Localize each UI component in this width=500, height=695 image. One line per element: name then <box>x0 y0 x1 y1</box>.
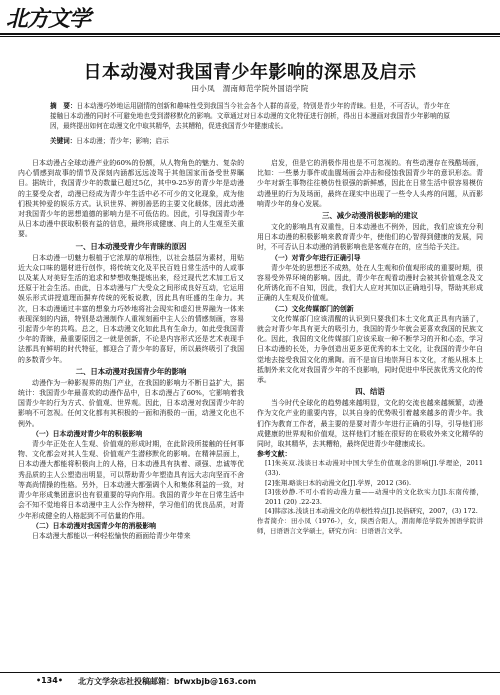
abstract-text: 日本动漫巧妙地运用剧情的创新和趣味性受到我国当今社会各个人群的喜爱，特别是青少年的青睐。但是，不可否认，青少年在接触日本动漫的同时不可避免地也受到潜移默化的影响。文章通过对日本动漫的文化特征进行剖析，得出日本漫画对我国青少年影响的原因，最终提出如何在动漫文化中取其精华，去其糟粕，促进我国青少年健康成长。 <box>50 102 450 130</box>
subsection-heading: （二）文化传媒部门的创新 <box>271 304 354 313</box>
submission-email: 北方文学杂志社投稿邮箱：bfwxbjb@163.com <box>78 677 257 686</box>
article-keywords <box>50 136 450 146</box>
subsection-heading: （一）对青少年进行正确引导 <box>271 253 361 262</box>
keywords-text: 日本动漫；青少年；影响；启示 <box>76 137 169 145</box>
reference-item: [3]张妙静.不可小看的动漫力量——动漫中的文化软实力[J].东南传播，2011 (20) .22-23. <box>265 488 483 506</box>
body-paragraph: 青少年正处在人生观、价值观的形成时期，在此阶段所接触的任何事物、文化都会对其人生观、价值观产生潜移默化的影响。在精神层面上，日本动漫大都能将积极向上的人格，日本动漫具有执着、顽强、忠诚等优秀品质的主人公塑造出明显，可以帮助青少年塑造具有远大志向坚而不舍等高尚情操的性格。另外，日本动漫大都强调个人和集体利益的一致，对青少年形成集团意识也有很重要的导向作用。我国的青少年在日常生活中会不知不觉地将日本动漫中主人公作为榜样，学习他们的优良品质，对青少年形成健全的人格起到不可估量的作用。 <box>18 440 244 520</box>
section-heading: 三、减少动漫消极影响的建议 <box>321 211 419 221</box>
footer-divider <box>0 672 500 673</box>
body-paragraph: 启发，但是它的消极作用也是不可忽视的。有些动漫存在残酷场面，比如：一些暴力事件或血腥场面会冲击和侵蚀我国青少年的意识形态。青少年对新生事物往往模仿性很强的新鲜感，因此在日常生活中很容易模仿动漫里的行为及场面，最终在现实中出现了一些令人头疼的问题，从而影响青少年的身心发展。 <box>257 159 483 208</box>
body-paragraph: 当今时代全球化的趋势越来越明显，文化的交流也越来越频繁，动漫作为文化产业的重要内容，以其自身的优势吸引着越来越多的青少年。我们作为教育工作者，最主要的是要对青少年进行正确的引导，引导他们形成健康的世界观和价值观，这样他们才能在很好的在吸收外来文化精华的同时，取其精华，去其糟粕，最终促进青少年健康成长。 <box>257 399 483 449</box>
body-paragraph: 日本动漫一切魅力根植于它浓厚的草根性，以社会基层为素材，用贴近大众口味的题材进行创作，将传统文化及平民百姓日常生活中的人或事以及某人对美好生活的追求和梦想收集提炼出来，经过现代艺术加工后又还原于社会生活。由此，日本动漫与广大受众之间形成良好互动，它运用娱乐形式讲授道理而摒弃传统的死板说教，因此具有旺盛的生命力。其次，日本动漫通过丰富的想象力巧妙地将社会现实和虚幻世界融为一体来表现深刻的内涵，特别是动漫制作人重视刻画中主人公的情感刻画，容易引起青少年的共鸣。总之，日本动漫文化如此具有生命力，如此受我国青少年的青睐，最重要原因之一就是创新，不论是内容形式还是艺术表现手法都具有鲜明的时代特征，都迎合了青少年的喜好，所以最终吸引了我国的多数青少年。 <box>18 253 244 364</box>
reference-item: [4]韩彦冰.浅谈日本动漫文化的草根性特点[J].民俗研究，2007，(3) 172. <box>265 507 478 516</box>
body-paragraph: 青少年处的思想还不成熟，处在人生观和价值观形成的重要时期，很容易受外界环境的影响。因此，青少年在观看动漫时会被其价值观念及文化所诱化而不自知，因此，我们大人应对其加以正确地引导，帮助其形成正确的人生观及价值观。 <box>257 263 483 303</box>
keywords-label: 关键词： <box>50 137 77 145</box>
article-author: 田小凤 渭南师范学院外国语学院 <box>191 84 309 93</box>
article-abstract <box>50 101 450 131</box>
journal-header <box>0 0 500 34</box>
body-paragraph: 文化传媒部门应该清醒的认识到只要我们本土文化真正具有内涵了，就会对青少年具有更大的吸引力，我国的青少年就会更喜欢我国的民族文化。因此，我国的文化传媒部门应该采取一种不断学习的开和心态，学习日本动漫的长处，力争创造出更多更优秀的本土文化，让我国的青少年自觉地去接受我国文化的熏陶。而不是盲目地崇拜日本文化，才能从根本上抵制外来文化对我国青少年的不良影响，同时促进中华民族优秀文化的传承。 <box>257 314 483 385</box>
body-paragraph: 动漫作为一种影视界的热门产业，在我国的影响力不断日益扩大，据统计：我国青少年最喜欢的动漫作品中，日本动漫占了60%，它影响着我国青少年的行为方式、价值观、世界观。因此，日本动漫对我国青少年的影响不可忽视。任何文化都有其积极的一面和消极的一面，动漫文化也不例外。 <box>18 378 244 428</box>
left-text-column <box>18 158 244 658</box>
section-heading: 二、日本动漫对我国青少年的影响 <box>75 366 187 376</box>
references-heading: 参考文献： <box>257 450 292 459</box>
abstract-label: 摘 要： <box>50 102 77 110</box>
reference-item: [1]朱英双.浅谈日本动漫对中国大学生价值观念的影响[J].学理论，2011 (33). <box>265 459 483 478</box>
header-divider <box>0 33 500 35</box>
author-bio: 作者简介：田小凤（1976-），女，陕西合阳人，渭南师范学院外国语学院讲师，日语语言文学硕士，研究方向：日语语言文学。 <box>257 517 483 535</box>
body-paragraph: 日本动漫大都能以一种轻松愉快的画面给青少年带来 <box>32 531 191 540</box>
article-title: 日本动漫对我国青少年影响的深思及启示 <box>83 62 417 83</box>
body-paragraph: 文化的影响具有双重性，日本动漫也不例外，因此，我们应该充分利用日本动漫的积极影响来教育青少年，使他们的心智得到健康的发展，同时，不可否认日本动漫的消极影响也是客观存在的，应当给予关注。 <box>257 223 483 252</box>
section-heading: 四、结语 <box>355 387 385 397</box>
right-text-column <box>257 158 483 658</box>
reference-item: [2]张翔.略谈日本的动漫文化[J].学界，2012 (36). <box>265 478 412 487</box>
subsection-heading: （一）日本动漫对青少年的积极影响 <box>32 429 143 438</box>
header-divider-thin <box>0 36 500 37</box>
journal-logo: 北方文学 <box>6 6 91 32</box>
body-paragraph: 日本动漫占全球动漫产业的60%的份额，从人物角色的魅力、复杂的内心情感到故事的情节及深刻内涵都远远凌驾于其他国家而备受世界瞩目。据统计，我国青少年的数量已超过5亿，其中9-25岁的青少年是动漫的主要受众者，动漫已经成为青少年生活中必不可少的文化现象，成为他们极其钟爱的娱乐方式。认识世界、辨别善恶的主要文化载体，因此动漫对我国青少年的思想道德的影响力是不可低估的。因此，引导我国青少年从日本动漫中获取积极有益的信息，最终形成健康、向上的人生观至关重要。 <box>18 159 244 239</box>
subsection-heading: （二）日本动漫对我国青少年的消极影响 <box>32 521 157 530</box>
section-heading: 一、日本动漫受青少年青睐的原因 <box>75 241 187 251</box>
page-number: •134• <box>36 676 63 685</box>
